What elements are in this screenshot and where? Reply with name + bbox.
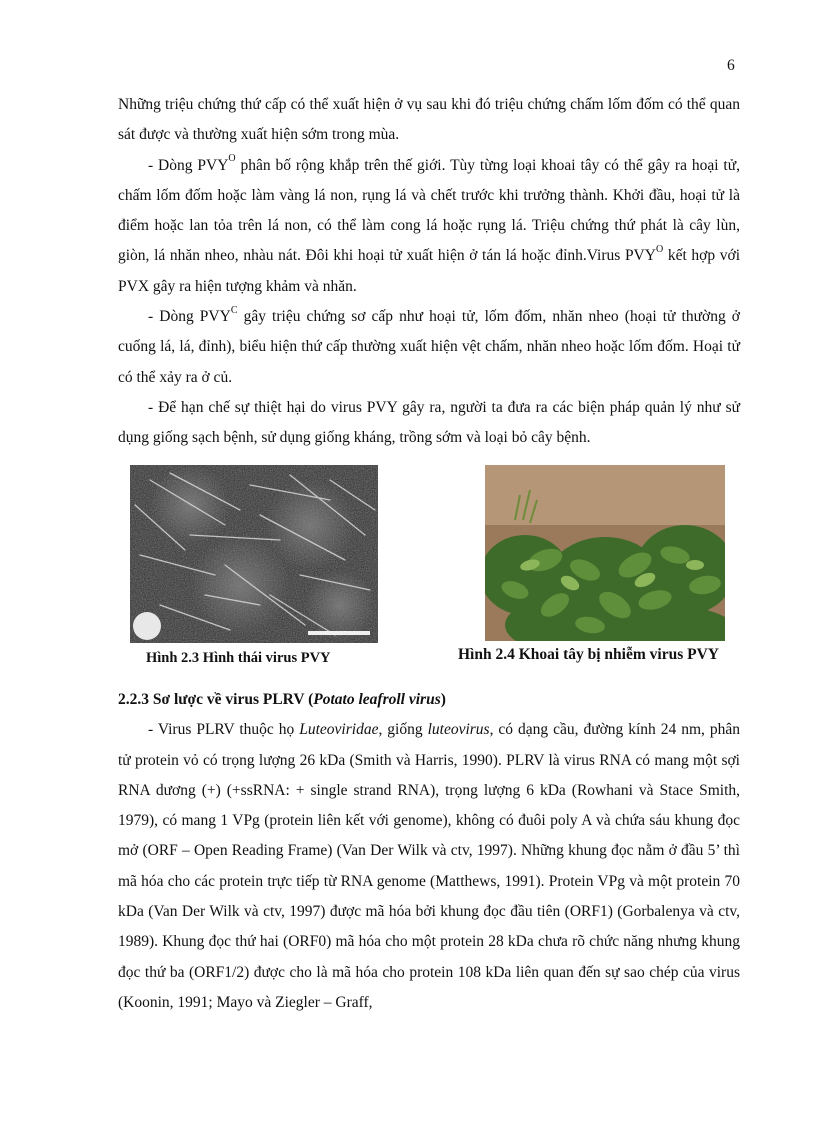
text-block-plrv: [118, 685, 740, 1018]
paragraph-pvy-c: - Dòng $PVY^C$ gây triệu chứng sơ cấp như hoại tử, lốm đốm, nhăn nheo (hoại tử thường ở cuống lá, lá, đỉnh), biểu hiện thứ cấp thường xuất hiện vệt chấm, nhăn nheo hoặc lốm đốm. Hoại tử có thể xảy ra ở củ.: [118, 304, 740, 386]
text-block-symptoms: [118, 90, 740, 454]
paragraph-secondary-symptoms: Những triệu chứng thứ cấp có thể xuất hiện ở vụ sau khi đó triệu chứng chấm lốm đốm có thể quan sát được và thường xuất hiện sớm trong mùa.: [118, 96, 740, 144]
figure-2-4-caption: Hình 2.4 Khoai tây bị nhiễm virus PVY: [458, 646, 719, 663]
paragraph-control-measures: - Để hạn chế sự thiệt hại do virus PVY gây ra, người ta đưa ra các biện pháp quản lý như sử dụng giống sạch bệnh, sử dụng giống kháng, trồng sớm và loại bỏ cây bệnh.: [118, 398, 740, 447]
figure-2-3-caption: Hình 2.3 Hình thái virus PVY: [146, 650, 331, 666]
figure-infected-potato-photo: [485, 465, 725, 641]
paragraph-pvy-o: - Dòng $PVY^O$ phân bố rộng khắp trên thế giới. Tùy từng loại khoai tây có thể gây ra hoại tử, chấm lốm đốm hoặc làm vàng lá non, rụng lá và chết trước khi trưởng thành. Khởi đầu, hoại tử là điểm hoặc lan tỏa trên lá non, có thể làm cong lá hoặc rụng lá. Triệu chứng thứ phát là cây lùn, giòn, lá nhăn nheo, nhàu nát. Đôi khi hoại tử xuất hiện ở tán lá hoặc đỉnh.Virus $PVY^O$ kết hợp với PVX gây ra hiện tượng khảm và nhăn.: [118, 153, 740, 295]
paragraph-plrv-description: - Virus PLRV thuộc họ Luteoviridae, giống luteovirus, có dạng cầu, đường kính 24 nm, phân tử protein vỏ có trọng lượng 26 kDa (Smith và Harris, 1990). PLRV là virus RNA có mang một sợi RNA dương (+) (+ssRNA: + single strand RNA), trọng lượng 6 kDa (Rowhani và Stace Smith, 1979), có mang 1 VPg (protein liên kết với genome), không có đuôi poly A và chứa sáu khung đọc mở (ORF – Open Reading Frame) (Van Der Wilk và ctv, 1997). Những khung đọc nằm ở đầu 5’ thì mã hóa cho các protein trực tiếp từ RNA genome (Matthews, 1991). Protein VPg và một protein 70 kDa (Van Der Wilk và ctv, 1997) được mã hóa bởi khung đọc đầu tiên (ORF1) (Gorbalenya và ctv, 1989). Khung đọc thứ hai (ORF0) mã hóa cho một protein 28 kDa chưa rõ chức năng nhưng khung đọc thứ ba (ORF1/2) được cho là mã hóa cho protein 108 kDa liên quan đến sự sao chép của virus (Koonin, 1991; Mayo và Ziegler – Graff,: [118, 721, 741, 1011]
figure-pvy-micrograph: [130, 465, 378, 643]
section-heading-2-2-3: 2.2.3 Sơ lược về virus PLRV (Potato leafroll virus): [118, 691, 446, 708]
page-number: 6: [727, 57, 735, 74]
